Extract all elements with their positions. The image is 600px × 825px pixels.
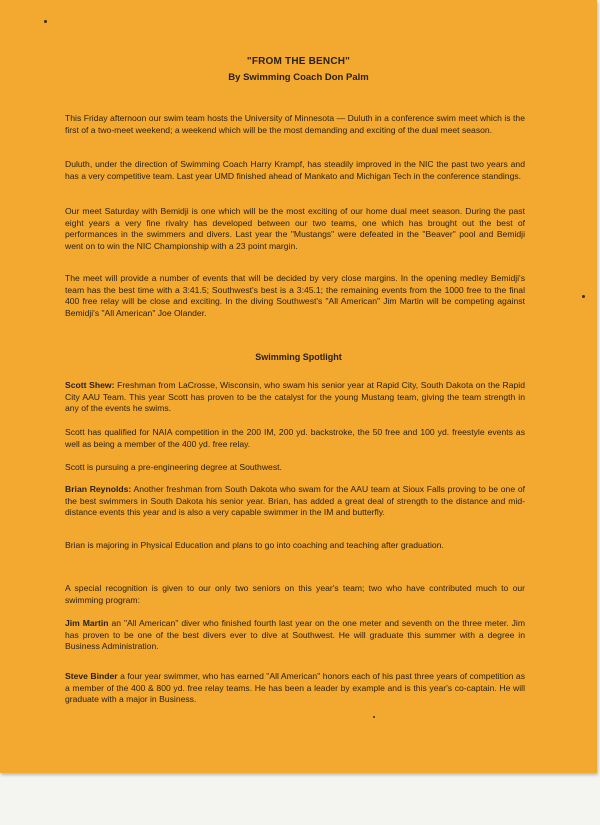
paragraph-steve-binder xyxy=(65,671,525,706)
paragraph-brian-reynolds xyxy=(65,484,525,519)
document-title: "FROM THE BENCH" xyxy=(246,56,351,67)
steve-name: Steve Binder xyxy=(65,671,118,681)
paragraph-intro: This Friday afternoon our swim team hosts the University of Minnesota — Duluth in a conference swim meet which is the first of a two-meet weekend; a weekend which will be the most demanding and exciting of the dual meet season. xyxy=(65,113,525,135)
document-byline: By Swimming Coach Don Palm xyxy=(228,72,369,83)
paragraph-brian-major: Brian is majoring in Physical Education and plans to go into coaching and teaching after graduation. xyxy=(65,540,444,550)
paper-speck xyxy=(373,716,375,718)
spotlight-heading: Swimming Spotlight xyxy=(255,352,342,362)
paragraph-duluth: Duluth, under the direction of Swimming Coach Harry Krampf, has steadily improved in the NIC the past two years and has a very competitive team. Last year UMD finished ahead of Mankato and Michigan Tech in the conference standings. xyxy=(65,159,525,181)
scott-bio: Freshman from LaCrosse, Wisconsin, who swam his senior year at Rapid City, South Dakota on the Rapid City AAU Team. This year Scott has proven to be the catalyst for the young Mustang team, giving the team strength in any of the events he swims. xyxy=(65,380,525,414)
paper-speck xyxy=(582,295,585,298)
paragraph-meet-preview: The meet will provide a number of events that will be decided by very close margins. In the opening medley Bemidji's team has the best time with a 3:41.5; Southwest's best is a 3:45.1; the remaining events from the 1000 free to the final 400 free relay will be close and exciting. In the diving Southwest's "All American" Jim Martin will be competing against Bemidji's "All American" Joe Olander. xyxy=(65,273,525,318)
paragraph-jim-martin xyxy=(65,618,525,653)
jim-name: Jim Martin xyxy=(65,618,109,628)
steve-bio: a four year swimmer, who has earned "All American" honors each of his past three years of competition as a member of the 400 & 800 yd. free relay teams. He has been a leader by example and is this year's co-captain. He will graduate with a major in Business. xyxy=(65,671,525,705)
paragraph-scott-qualified: Scott has qualified for NAIA competition in the 200 IM, 200 yd. backstroke, the 50 free and 100 yd. freestyle events as well as being a member of the 400 yd. free relay. xyxy=(65,427,525,449)
brian-name: Brian Reynolds: xyxy=(65,484,132,494)
paper-speck xyxy=(44,20,47,23)
jim-bio: an "All American" diver who finished fourth last year on the one meter and seventh on the three meter. Jim has proven to be one of the best divers ever to dive at Southwest. He will graduate this summer with a degree in Business Administration. xyxy=(65,618,525,652)
paragraph-scott-shew xyxy=(65,380,525,415)
scott-name: Scott Shew: xyxy=(65,380,115,390)
paragraph-bemidji: Our meet Saturday with Bemidji is one which will be the most exciting of our home dual meet season. During the past eight years a very fine rivalry has developed between our two teams, one which has brought out the best of performances in the swimmers and divers. Last year the "Mustangs" were defeated in the "Beaver" pool and Bemidji went on to win the NIC Championship with a 23 point margin. xyxy=(65,206,525,251)
paragraph-scott-degree: Scott is pursuing a pre-engineering degree at Southwest. xyxy=(65,462,282,472)
brian-bio: Another freshman from South Dakota who swam for the AAU team at Sioux Falls proving to be one of the best swimmers in South Dakota his senior year. Brian, has added a great deal of strength to the distance and mid-distance events this year and is also a very capable swimmer in the IM and butterfly. xyxy=(65,484,525,518)
paragraph-recognition: A special recognition is given to our only two seniors on this year's team; two who have contributed much to our swimming program: xyxy=(65,583,525,605)
